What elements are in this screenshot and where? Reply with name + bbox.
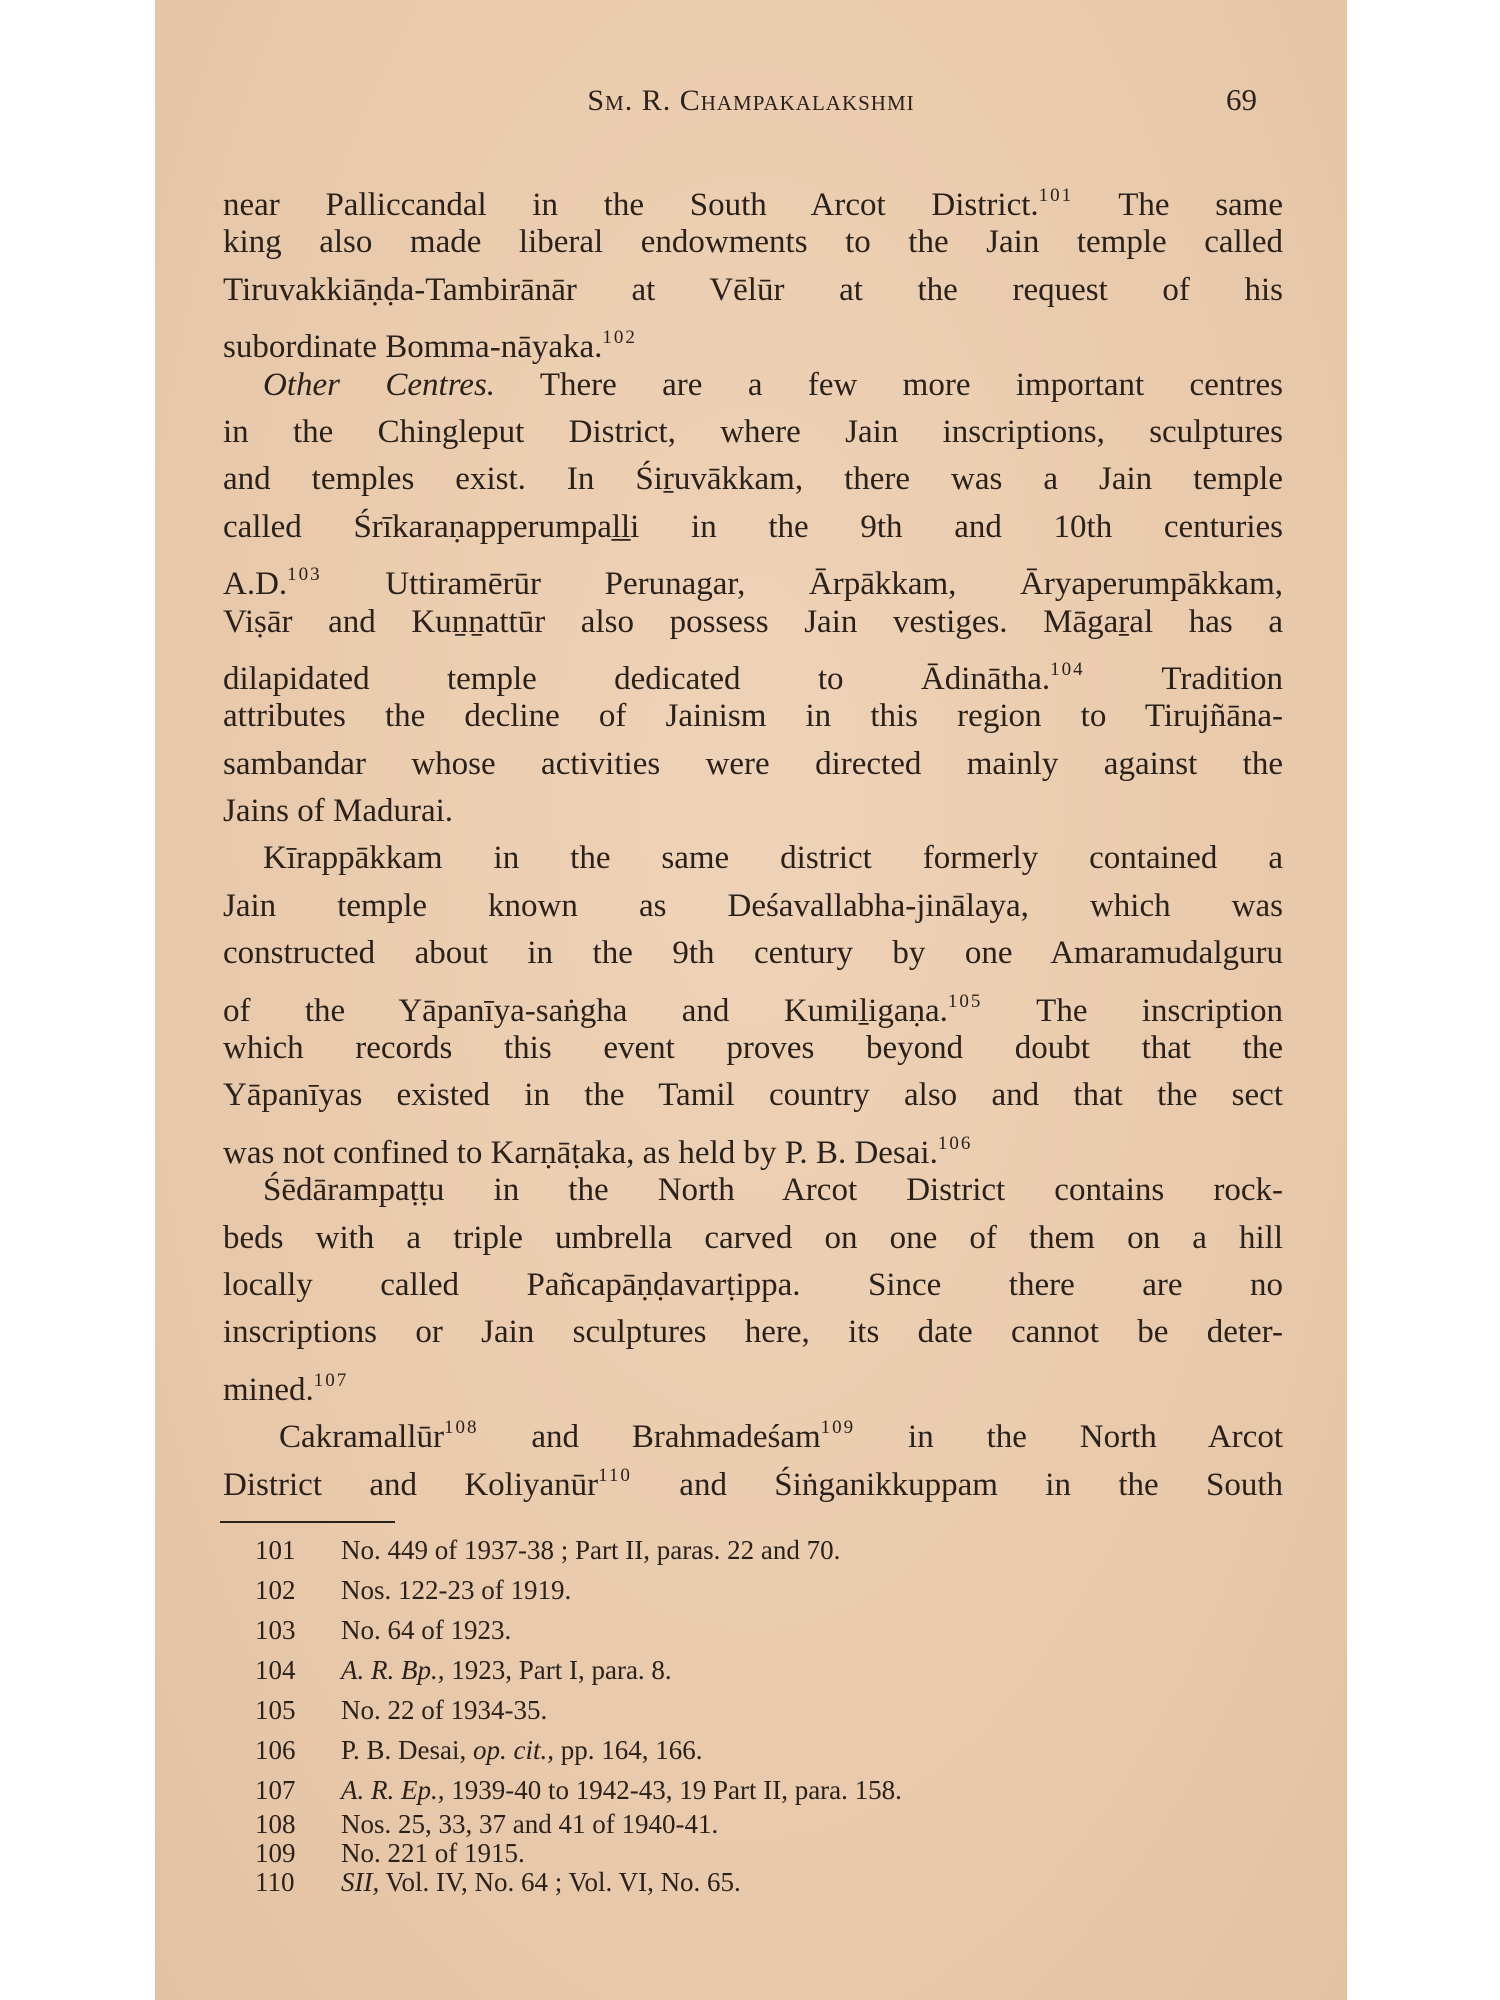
footnote-number: 110 [255,1867,295,1897]
footnote [255,1868,1155,1897]
footnote-text: SII, Vol. IV, No. 64 ; Vol. VI, No. 65. [341,1867,741,1897]
footnote [255,1839,1155,1868]
footnote-divider [220,1521,395,1523]
text-line: constructed about in the 9th century by one Amaramudalguru [223,935,1283,972]
text-line: dilapidated temple dedicated to Ādinātha.$^{104}$ Tradition [223,658,1283,697]
text-line: Jains of Madurai. [223,793,454,830]
paragraph-start: Cakramallūr$^{108}$ and Brahmadeśam$^{109}$ in the North Arcot [279,1417,1283,1456]
text-line: beds with a triple umbrella carved on one of them on a hill [223,1219,1283,1256]
footnote-number: 102 [255,1575,296,1605]
text-line: locally called Pañcapāṇḍavarṭippa. Since there are no [223,1266,1283,1303]
footnotes [255,1530,1155,1897]
footnote-ref[interactable]: 106 [937,1132,973,1154]
text-line: called Śrīkaraṇapperumpaḻḻi in the 9th and 10th centuries [223,508,1283,545]
footnote-number: 107 [255,1775,296,1805]
footnote-ref[interactable]: 104 [1050,658,1085,680]
running-header [155,80,1347,126]
footnote-text: No. 221 of 1915. [341,1838,525,1868]
text-line: mined.$^{107}$ [223,1369,349,1408]
text-line: and temples exist. In Śiṟuvākkam, there was a Jain temple [223,461,1283,498]
footnote-text: P. B. Desai, op. cit., pp. 164, 166. [341,1735,703,1765]
footnote [255,1610,1155,1650]
book-page [155,0,1347,2000]
footnote [255,1770,1155,1810]
text-line: subordinate Bomma-nāyaka.$^{102}$ [223,327,637,366]
footnote-number: 101 [255,1535,296,1565]
section-heading: Other Centres. [263,366,496,403]
text-line: king also made liberal endowments to the Jain temple called [223,224,1283,261]
text-line: Viṣār and Kuṉṉattūr also possess Jain vestiges. Māgaṟal has a [223,603,1283,640]
text-line: Jain temple known as Deśavallabha-jinālaya, which was [223,887,1283,924]
footnote-text: A. R. Ep., 1939-40 to 1942-43, 19 Part II, para. 158. [341,1775,902,1805]
footnote-number: 106 [255,1735,296,1765]
footnote [255,1690,1155,1730]
footnote-number: 108 [255,1809,296,1839]
footnote-number: 103 [255,1615,296,1645]
paragraph-start: Other Centres. There are a few more important centres [263,366,1283,403]
footnote-ref[interactable]: 101 [1038,185,1074,206]
footnote [255,1730,1155,1770]
text-line: inscriptions or Jain sculptures here, its date cannot be deter- [223,1314,1283,1351]
footnote-ref[interactable]: 108 [443,1417,479,1439]
footnote-ref[interactable]: 109 [820,1417,856,1439]
text-line: Yāpanīyas existed in the Tamil country also and that the sect [223,1077,1283,1114]
footnote-text: Nos. 122-23 of 1919. [341,1575,572,1605]
footnote-number: 109 [255,1838,296,1868]
paragraph-start: Kīrappākkam in the same district formerly contained a [263,840,1283,877]
footnote-number: 104 [255,1655,296,1685]
footnote-ref[interactable]: 110 [598,1464,632,1486]
page-number: 69 [1226,82,1257,117]
text-line: which records this event proves beyond doubt that the [223,1030,1283,1067]
footnote [255,1810,1155,1839]
footnote-text: A. R. Bp., 1923, Part I, para. 8. [341,1655,672,1685]
footnote [255,1530,1155,1570]
text-line: sambandar whose activities were directed mainly against the [223,745,1283,782]
text-line: near Palliccandal in the South Arcot District.$^{101}$ The same [223,185,1283,223]
footnote-text: Nos. 25, 33, 37 and 41 of 1940-41. [341,1809,719,1839]
footnote-ref[interactable]: 102 [602,327,637,349]
text-line: Tiruvakkiāṇḍa-Tambirānār at Vēlūr at the request of his [223,271,1283,308]
footnote-text: No. 22 of 1934-35. [341,1695,548,1725]
footnote-text: No. 449 of 1937-38 ; Part II, paras. 22 and 70. [341,1535,841,1565]
footnote-number: 105 [255,1695,296,1725]
paragraph-start: Śēdārampaṭṭu in the North Arcot District contains rock- [263,1172,1283,1209]
footnote [255,1570,1155,1610]
text-line: in the Chingleput District, where Jain inscriptions, sculptures [223,413,1283,450]
footnote-ref[interactable]: 107 [313,1369,349,1391]
footnote-text: No. 64 of 1923. [341,1615,512,1645]
text-line: attributes the decline of Jainism in this region to Tirujñāna- [223,698,1283,735]
text-line: of the Yāpanīya-saṅgha and Kumiḻigaṇa.$^{105}$ The inscription [223,990,1284,1029]
text-line: A.D.$^{103}$ Uttiramērūr Perunagar, Ārpākkam, Āryaperumpākkam, [223,564,1283,603]
footnote-ref[interactable]: 105 [947,990,983,1012]
footnote [255,1650,1155,1690]
text-line: was not confined to Karṇāṭaka, as held by P. B. Desai.$^{106}$ [223,1132,973,1171]
footnote-ref[interactable]: 103 [287,564,322,586]
author-running-title: Sm. R. Champakalakshmi [587,84,915,117]
text-line: District and Koliyanūr$^{110}$ and Śiṅganikkuppam in the South [223,1464,1284,1503]
main-text [223,172,1284,1503]
